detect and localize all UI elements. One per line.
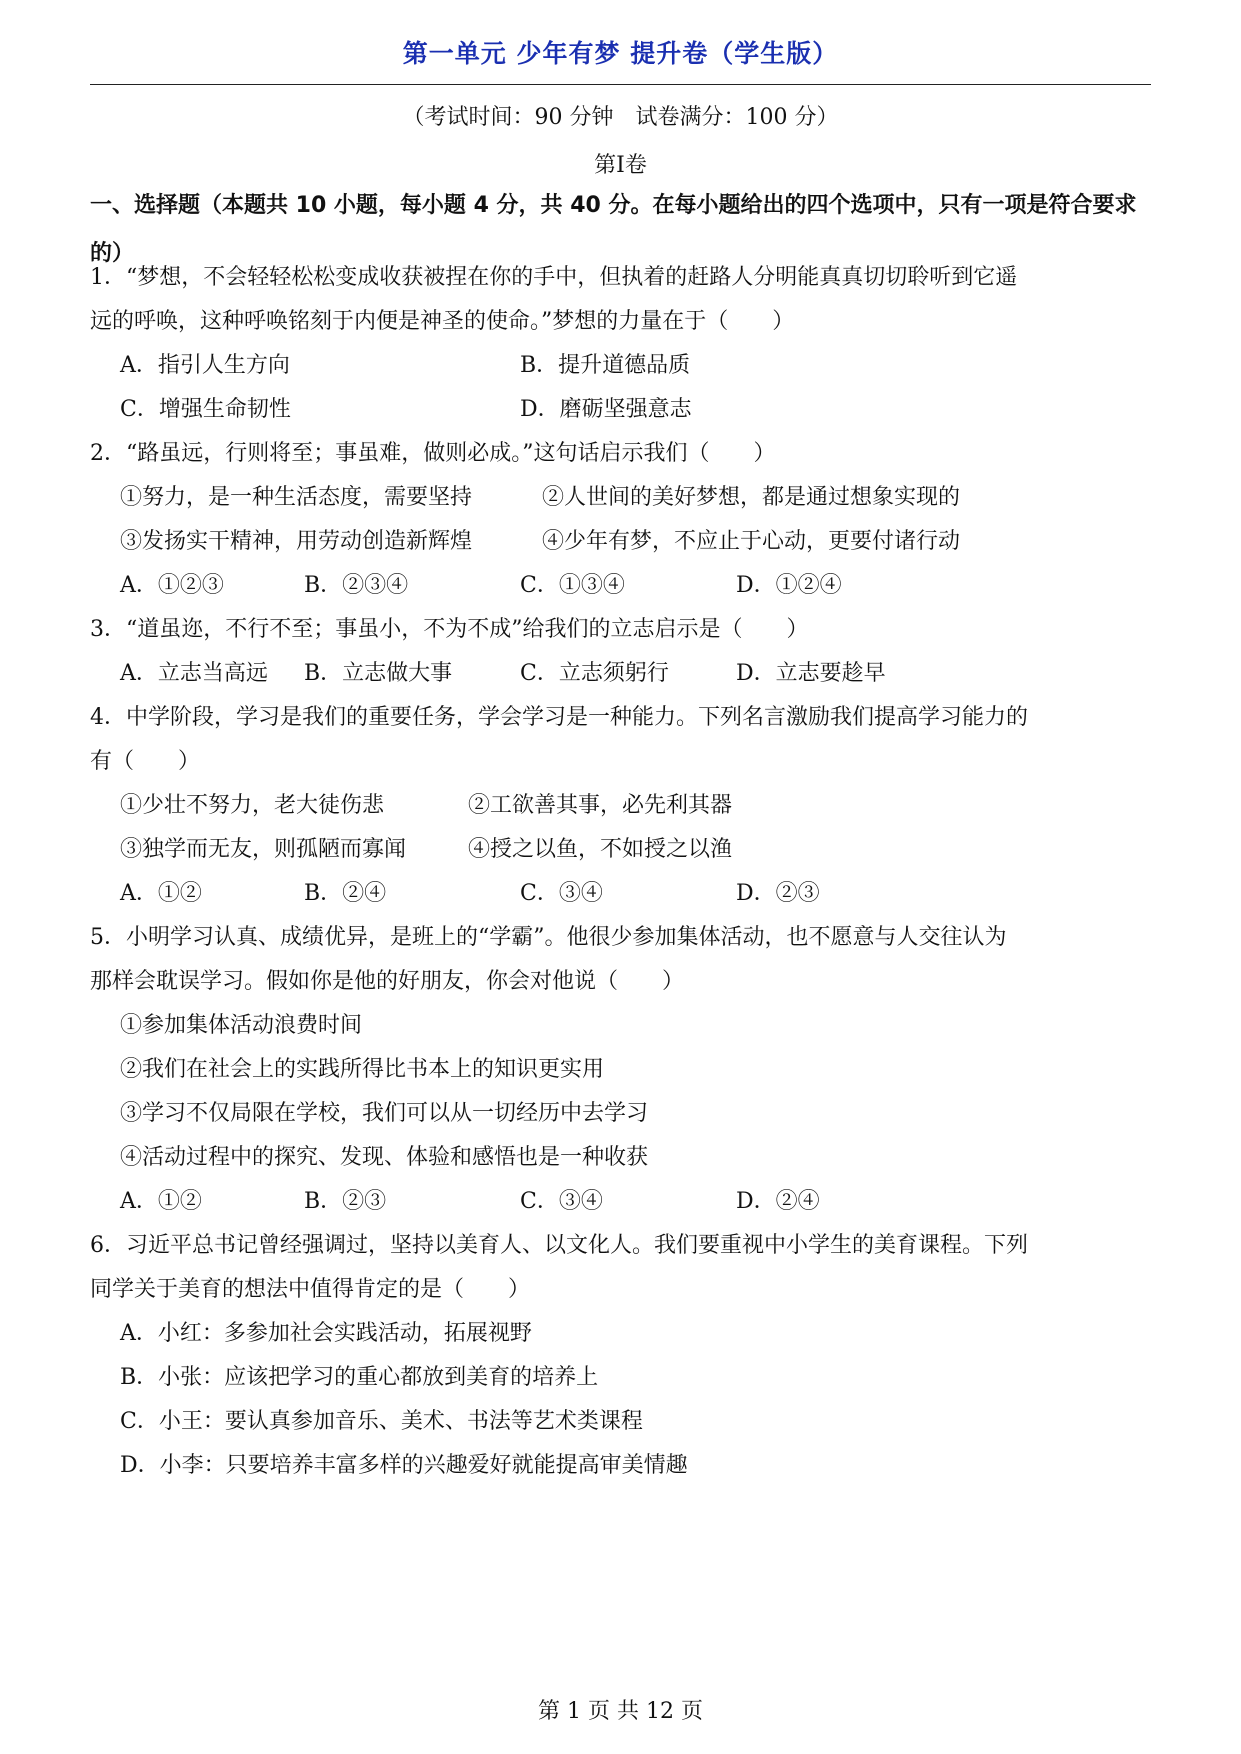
q5-statement-3: ③学习不仅局限在学校，我们可以从一切经历中去学习 xyxy=(120,1101,649,1126)
q5-option-c: C．③④ xyxy=(520,1189,603,1214)
q2-stem: 2．“路虽远，行则将至；事虽难，做则必成。”这句话启示我们（ ） xyxy=(90,441,776,466)
q2-option-a: A．①②③ xyxy=(120,573,224,598)
q6-option-c: C．小王：要认真参加音乐、美术、书法等艺术类课程 xyxy=(120,1409,643,1434)
q5-stem-line1: 5．小明学习认真、成绩优异，是班上的“学霸”。他很少参加集体活动，也不愿意与人交往认为 xyxy=(90,925,1007,950)
q2-statement-1: ①努力，是一种生活态度，需要坚持 xyxy=(120,485,473,510)
q2-option-d: D．①②④ xyxy=(736,573,842,598)
q6-stem-line2: 同学关于美育的想法中值得肯定的是（ ） xyxy=(90,1277,531,1302)
q1-option-c: C．增强生命韧性 xyxy=(120,397,291,422)
q3-stem: 3．“道虽迩，不行不至；事虽小，不为不成”给我们的立志启示是（ ） xyxy=(90,617,809,642)
q6-option-a: A．小红：多参加社会实践活动，拓展视野 xyxy=(120,1321,532,1346)
document-title: 第一单元 少年有梦 提升卷（学生版） xyxy=(402,39,839,68)
q5-option-d: D．②④ xyxy=(736,1189,820,1214)
header-divider xyxy=(90,84,1151,85)
q4-statement-2: ②工欲善其事，必先利其器 xyxy=(468,793,733,818)
q3-option-b: B．立志做大事 xyxy=(304,661,453,686)
q4-statement-4: ④授之以鱼，不如授之以渔 xyxy=(468,837,733,862)
q2-option-c: C．①③④ xyxy=(520,573,625,598)
page-number-footer: 第 1 页 共 12 页 xyxy=(538,1699,703,1724)
q5-option-b: B．②③ xyxy=(304,1189,387,1214)
q5-stem-line2: 那样会耽误学习。假如你是他的好朋友，你会对他说（ ） xyxy=(90,969,685,994)
q3-option-d: D．立志要趁早 xyxy=(736,661,886,686)
q4-statement-3: ③独学而无友，则孤陋而寡闻 xyxy=(120,837,407,862)
q5-statement-4: ④活动过程中的探究、发现、体验和感悟也是一种收获 xyxy=(120,1145,649,1170)
q5-statement-1: ①参加集体活动浪费时间 xyxy=(120,1013,363,1038)
section-heading: 一、选择题（本题共 10 小题，每小题 4 分，共 40 分。在每小题给出的四个选项中，只有一项是符合要求的） xyxy=(90,193,1137,266)
q4-option-b: B．②④ xyxy=(304,881,387,906)
q6-option-b: B．小张：应该把学习的重心都放到美育的培养上 xyxy=(120,1365,599,1390)
q4-option-d: D．②③ xyxy=(736,881,820,906)
q2-statement-3: ③发扬实干精神，用劳动创造新辉煌 xyxy=(120,529,473,554)
q1-option-d: D．磨砺坚强意志 xyxy=(520,397,692,422)
q1-option-b: B．提升道德品质 xyxy=(520,353,691,378)
q2-option-b: B．②③④ xyxy=(304,573,409,598)
q5-statement-2: ②我们在社会上的实践所得比书本上的知识更实用 xyxy=(120,1057,605,1082)
q3-option-a: A．立志当高远 xyxy=(120,661,268,686)
volume-label: 第Ⅰ卷 xyxy=(594,153,647,178)
q1-option-a: A．指引人生方向 xyxy=(120,353,290,378)
q6-option-d: D．小李：只要培养丰富多样的兴趣爱好就能提高审美情趣 xyxy=(120,1453,688,1478)
q4-option-a: A．①② xyxy=(120,881,202,906)
q2-statement-2: ②人世间的美好梦想，都是通过想象实现的 xyxy=(542,485,961,510)
q2-statement-4: ④少年有梦，不应止于心动，更要付诸行动 xyxy=(542,529,961,554)
exam-info: （考试时间：90 分钟 试卷满分：100 分） xyxy=(402,105,839,130)
q4-statement-1: ①少壮不努力，老大徒伤悲 xyxy=(120,793,385,818)
q4-stem-line1: 4．中学阶段，学习是我们的重要任务，学会学习是一种能力。下列名言激励我们提高学习能力的 xyxy=(90,705,1029,730)
q1-stem-line1: 1．“梦想，不会轻轻松松变成收获被捏在你的手中，但执着的赶路人分明能真真切切聆听到它遥 xyxy=(90,265,1018,290)
q4-option-c: C．③④ xyxy=(520,881,603,906)
q3-option-c: C．立志须躬行 xyxy=(520,661,669,686)
q6-stem-line1: 6．习近平总书记曾经强调过，坚持以美育人、以文化人。我们要重视中小学生的美育课程。下列 xyxy=(90,1233,1029,1258)
q5-option-a: A．①② xyxy=(120,1189,202,1214)
q4-stem-line2: 有（ ） xyxy=(90,749,201,774)
q1-stem-line2: 远的呼唤，这种呼唤铭刻于内便是神圣的使命。”梦想的力量在于（ ） xyxy=(90,309,795,334)
